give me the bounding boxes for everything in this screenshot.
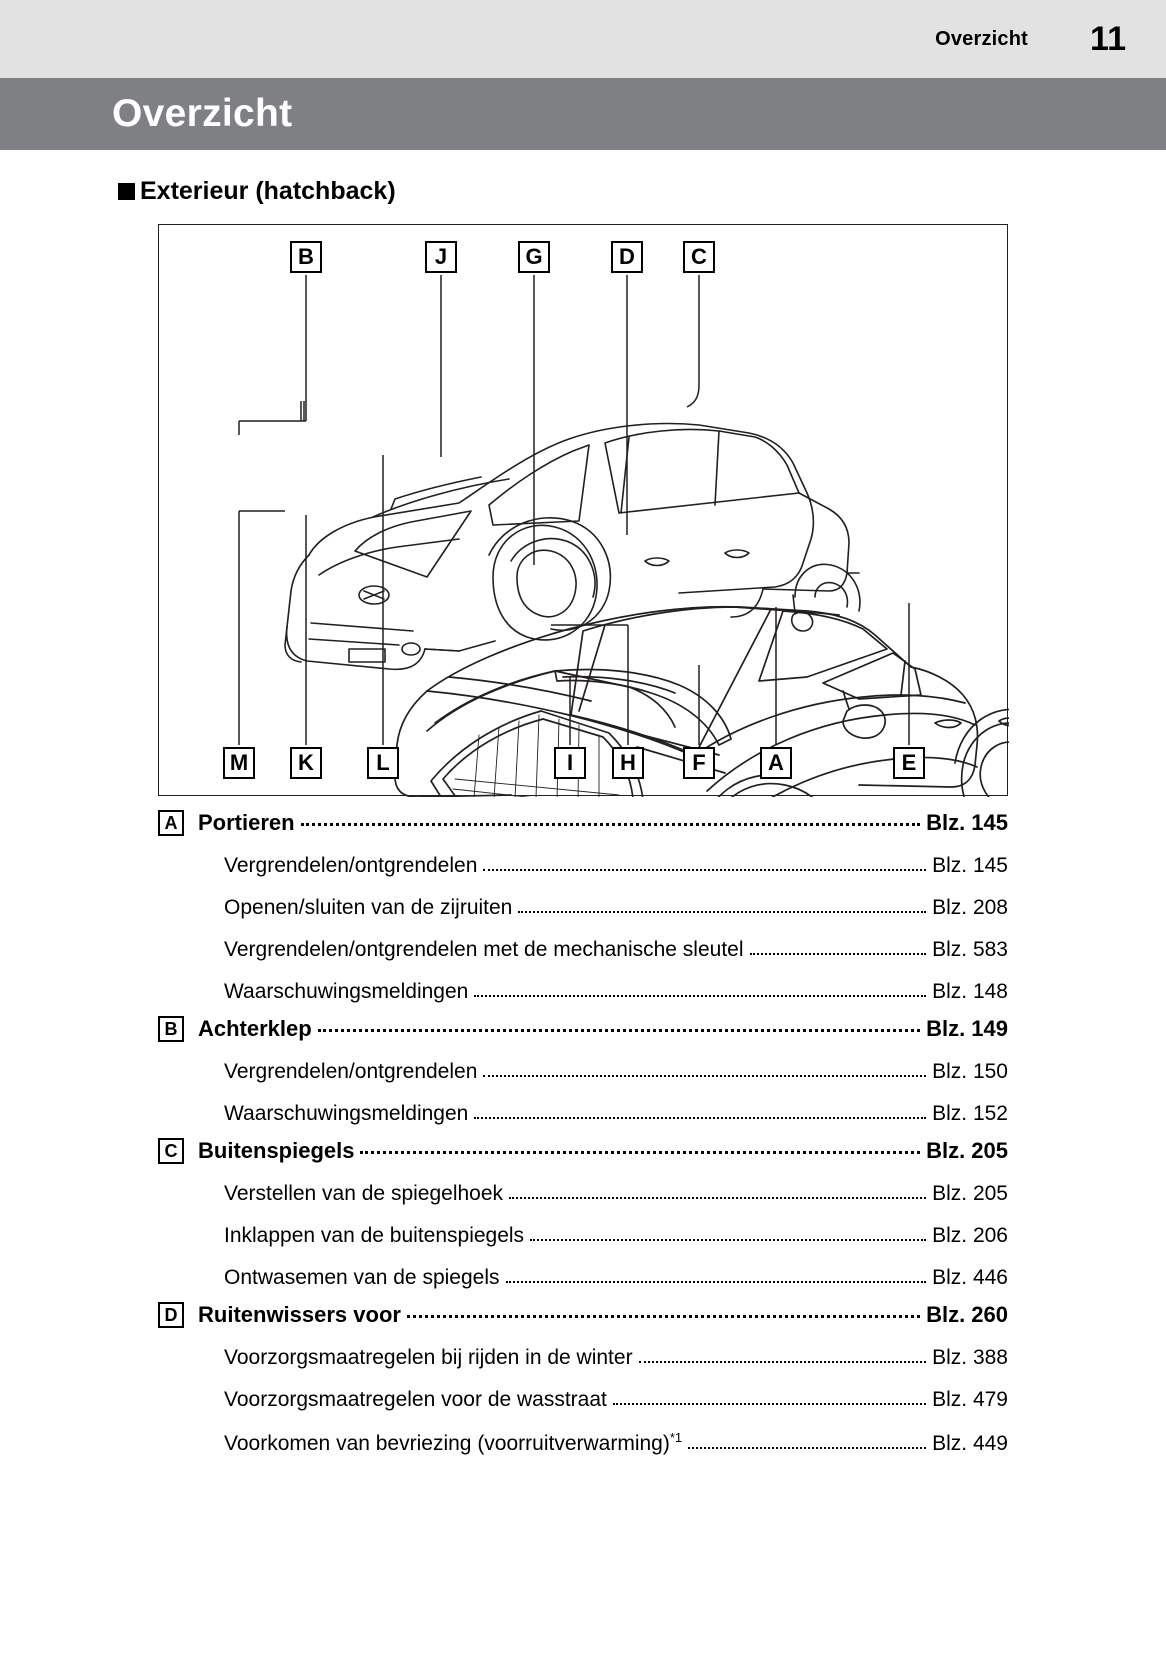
contents-subentry[interactable] [158,896,1008,920]
section-heading-label: Exterieur (hatchback) [140,177,396,205]
leader-dots [407,1305,920,1318]
subentry-page: Blz. 479 [932,1388,1008,1411]
contents-list [158,810,1008,1456]
page-number: 11 [1090,19,1126,58]
entry-label: Buitenspiegels [198,1138,355,1163]
contents-subentry[interactable] [158,980,1008,1004]
leader-dots [688,1437,926,1449]
contents-entry[interactable] [158,1138,1008,1164]
subentry-page: Blz. 388 [932,1346,1008,1369]
subentry-label: Vergrendelen/ontgrendelen [224,854,478,877]
page-header [0,0,1166,78]
subentry-page: Blz. 150 [932,1060,1008,1083]
leader-dots [483,1065,926,1077]
contents-subentry[interactable] [158,1388,1008,1412]
callout-g: G [518,241,550,273]
subentry-label: Voorzorgsmaatregelen bij rijden in de winter [224,1346,633,1369]
callout-e: E [893,747,925,779]
leader-dots [506,1271,927,1283]
callout-f: F [683,747,715,779]
callout-l: L [367,747,399,779]
entry-page: Blz. 260 [926,1302,1008,1327]
header-section-title: Overzicht [935,27,1029,50]
section-heading [118,177,1166,206]
callout-b: B [290,241,322,273]
chapter-title: Overzicht [112,92,293,135]
subentry-label: Waarschuwingsmeldingen [224,980,469,1003]
leader-dots [750,943,927,955]
leader-dots [301,813,920,826]
subentry-label: Voorzorgsmaatregelen voor de wasstraat [224,1388,607,1411]
leader-dots [474,985,926,997]
entry-badge: C [158,1138,184,1164]
subentry-label: Openen/sluiten van de zijruiten [224,896,513,919]
callout-a: A [760,747,792,779]
contents-subentry[interactable] [158,1224,1008,1248]
subentry-label: Waarschuwingsmeldingen [224,1102,469,1125]
leader-dots [639,1351,927,1363]
contents-subentry[interactable] [158,1266,1008,1290]
leader-dots [360,1141,920,1154]
entry-label: Achterklep [198,1016,312,1041]
subentry-page: Blz. 145 [932,854,1008,877]
subentry-page: Blz. 449 [932,1432,1008,1455]
contents-entry[interactable] [158,1302,1008,1328]
car-illustration [159,225,1009,797]
contents-subentry[interactable] [158,1346,1008,1370]
subentry-page: Blz. 206 [932,1224,1008,1247]
footnote-marker: *1 [669,1430,683,1445]
leader-dots [509,1187,926,1199]
entry-label: Ruitenwissers voor [198,1302,401,1327]
leader-dots [483,859,926,871]
entry-badge: A [158,810,184,836]
entry-badge: D [158,1302,184,1328]
contents-entry[interactable] [158,1016,1008,1042]
subentry-page: Blz. 152 [932,1102,1008,1125]
subentry-page: Blz. 208 [932,896,1008,919]
callout-k: K [290,747,322,779]
entry-label: Portieren [198,810,295,835]
chapter-title-bar [0,78,1166,150]
entry-page: Blz. 149 [926,1016,1008,1041]
subentry-page: Blz. 583 [932,938,1008,961]
subentry-label: Vergrendelen/ontgrendelen [224,1060,478,1083]
subentry-label: Inklappen van de buitenspiegels [224,1224,525,1247]
leader-dots [318,1019,920,1032]
subentry-page: Blz. 205 [932,1182,1008,1205]
subentry-label: Voorkomen van bevriezing (voorruitverwarming)$^{*1}$ [224,1430,683,1455]
subentry-label: Ontwasemen van de spiegels [224,1266,500,1289]
subentry-label: Vergrendelen/ontgrendelen met de mechanische sleutel [224,938,744,961]
leader-dots [518,901,926,913]
subentry-label: Verstellen van de spiegelhoek [224,1182,504,1205]
callout-i: I [554,747,586,779]
contents-subentry[interactable] [158,1102,1008,1126]
callout-d: D [611,241,643,273]
contents-subentry[interactable] [158,938,1008,962]
callout-h: H [612,747,644,779]
callout-j: J [425,241,457,273]
contents-subentry[interactable] [158,1060,1008,1084]
subentry-page: Blz. 148 [932,980,1008,1003]
bullet-square-icon [118,183,135,200]
callout-c: C [683,241,715,273]
entry-page: Blz. 145 [926,810,1008,835]
contents-subentry[interactable] [158,1182,1008,1206]
leader-dots [530,1229,926,1241]
entry-badge: B [158,1016,184,1042]
contents-subentry[interactable] [158,854,1008,878]
leader-dots [474,1107,926,1119]
leader-dots [613,1393,926,1405]
callout-m: M [223,747,255,779]
exterior-diagram [158,224,1008,796]
subentry-page: Blz. 446 [932,1266,1008,1289]
contents-subentry[interactable] [158,1430,1008,1456]
contents-entry[interactable] [158,810,1008,836]
entry-page: Blz. 205 [926,1138,1008,1163]
